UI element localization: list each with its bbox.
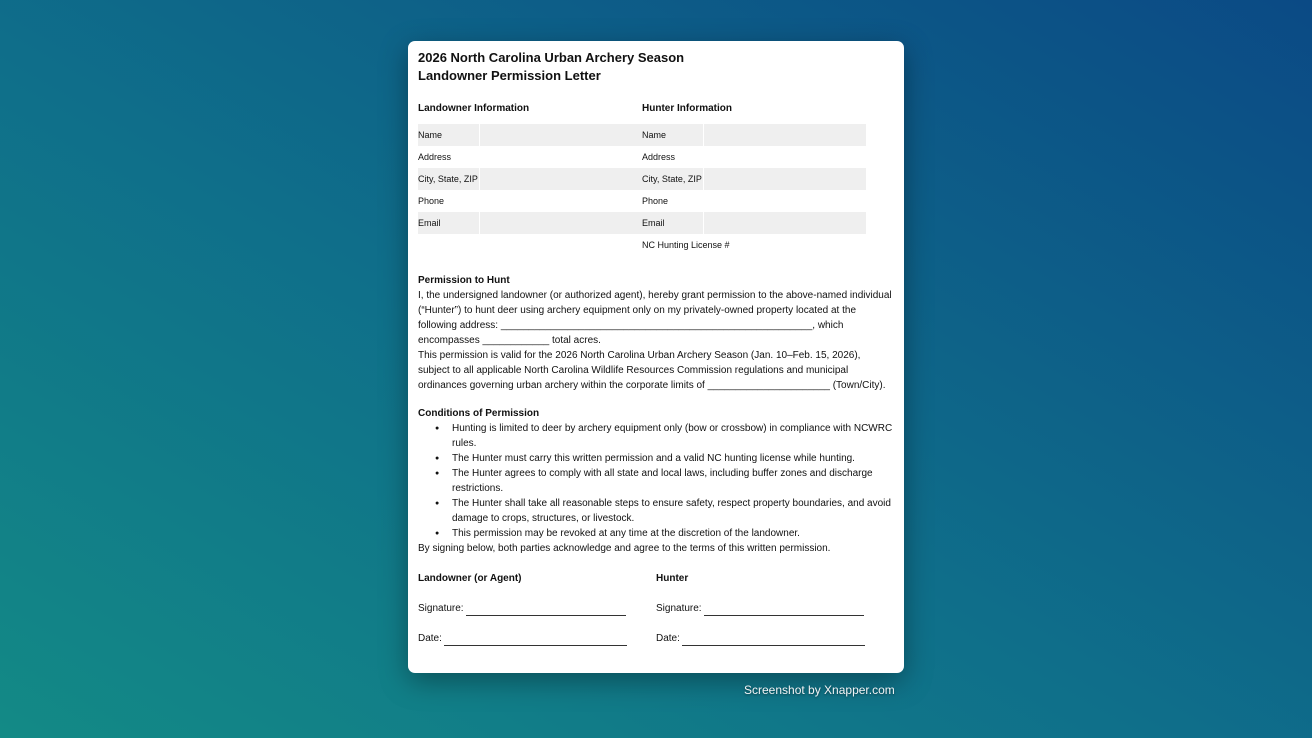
permission-paragraph-1: I, the undersigned landowner (or authorized agent), hereby grant permission to the above-named individual (“Hunter”) to hunt deer using archery equipment only on my privately-owned property located at the following address: ________________________________________________________, which encompasses ____________ total acres. [418,290,892,346]
conditions-section [418,407,894,541]
list-item: ● Hunting is limited to deer by archery equipment only (bow or crossbow) in compliance with NCWRC rules. [452,421,894,451]
hunter-phone-field[interactable] [703,190,866,212]
landowner-city-row[interactable] [418,168,642,190]
landowner-email-row[interactable] [418,212,642,234]
hunter-signature-heading: Hunter [656,573,689,584]
conditions-list [418,421,894,541]
permission-letter-card [408,41,904,673]
landowner-phone-field[interactable] [479,190,642,212]
field-label: Phone [418,196,445,206]
landowner-date-field[interactable] [444,635,627,646]
landowner-signature-block [418,572,656,646]
landowner-info [418,102,642,256]
hunter-name-field[interactable] [703,124,866,146]
hunter-city-field[interactable] [703,168,866,190]
conditions-heading: Conditions of Permission [418,408,540,419]
landowner-signature-heading: Landowner (or Agent) [418,573,522,584]
hunter-date-field[interactable] [682,635,865,646]
landowner-address-field[interactable] [479,146,642,168]
field-label: NC Hunting License # [642,240,730,250]
date-label: Date: [418,633,442,644]
signature-section [418,572,894,646]
signature-label: Signature: [418,603,464,614]
hunter-name-row[interactable] [642,124,866,146]
form-title-line1: 2026 North Carolina Urban Archery Season [418,50,685,65]
list-item: ● The Hunter agrees to comply with all state and local laws, including buffer zones and discharge restrictions. [452,466,894,496]
field-label: City, State, ZIP [642,174,702,184]
hunter-license-row[interactable] [642,234,866,256]
list-item: ● The Hunter must carry this written permission and a valid NC hunting license while hunting. [452,451,894,466]
hunter-signature-field[interactable] [704,605,864,616]
landowner-address-row[interactable] [418,146,642,168]
watermark-text: Screenshot by Xnapper.com [744,683,895,697]
list-item: ● The Hunter shall take all reasonable steps to ensure safety, respect property boundaries, and avoid damage to crops, structures, or livestock. [452,496,894,526]
field-label: Name [418,130,443,140]
hunter-email-field[interactable] [703,212,866,234]
landowner-phone-row[interactable] [418,190,642,212]
hunter-date-line[interactable] [656,632,894,646]
form-title-line2: Landowner Permission Letter [418,68,601,83]
field-label: Address [642,152,676,162]
landowner-city-field[interactable] [479,168,642,190]
field-label: Email [418,218,441,228]
hunter-phone-row[interactable] [642,190,866,212]
landowner-info-heading: Landowner Information [418,103,530,114]
hunter-signature-line[interactable] [656,602,894,616]
landowner-name-row[interactable] [418,124,642,146]
acknowledgement-text: By signing below, both parties acknowledge and agree to the terms of this written permission. [418,543,831,554]
signature-label: Signature: [656,603,702,614]
permission-section [418,274,894,393]
landowner-email-field[interactable] [479,212,642,234]
landowner-date-line[interactable] [418,632,656,646]
info-tables [418,102,894,256]
field-label: Email [642,218,665,228]
hunter-city-row[interactable] [642,168,866,190]
landowner-signature-line[interactable] [418,602,656,616]
field-label: Name [642,130,667,140]
field-label: Address [418,152,452,162]
list-item: ● This permission may be revoked at any time at the discretion of the landowner. [452,526,894,541]
landowner-signature-field[interactable] [466,605,626,616]
permission-heading: Permission to Hunt [418,275,510,286]
permission-paragraph-2: This permission is valid for the 2026 North Carolina Urban Archery Season (Jan. 10–Feb. 15, 2026), subject to all applicable North Carolina Wildlife Resources Commission regulations and municipal ordinances governing urban archery within the corporate limits of ______________________ (Town/City). [418,350,886,391]
field-label: City, State, ZIP [418,174,478,184]
hunter-info-heading: Hunter Information [642,103,732,114]
hunter-address-row[interactable] [642,146,866,168]
date-label: Date: [656,633,680,644]
hunter-info [642,102,866,256]
hunter-email-row[interactable] [642,212,866,234]
field-label: Phone [642,196,669,206]
hunter-address-field[interactable] [703,146,866,168]
hunter-signature-block [656,572,894,646]
landowner-name-field[interactable] [479,124,642,146]
